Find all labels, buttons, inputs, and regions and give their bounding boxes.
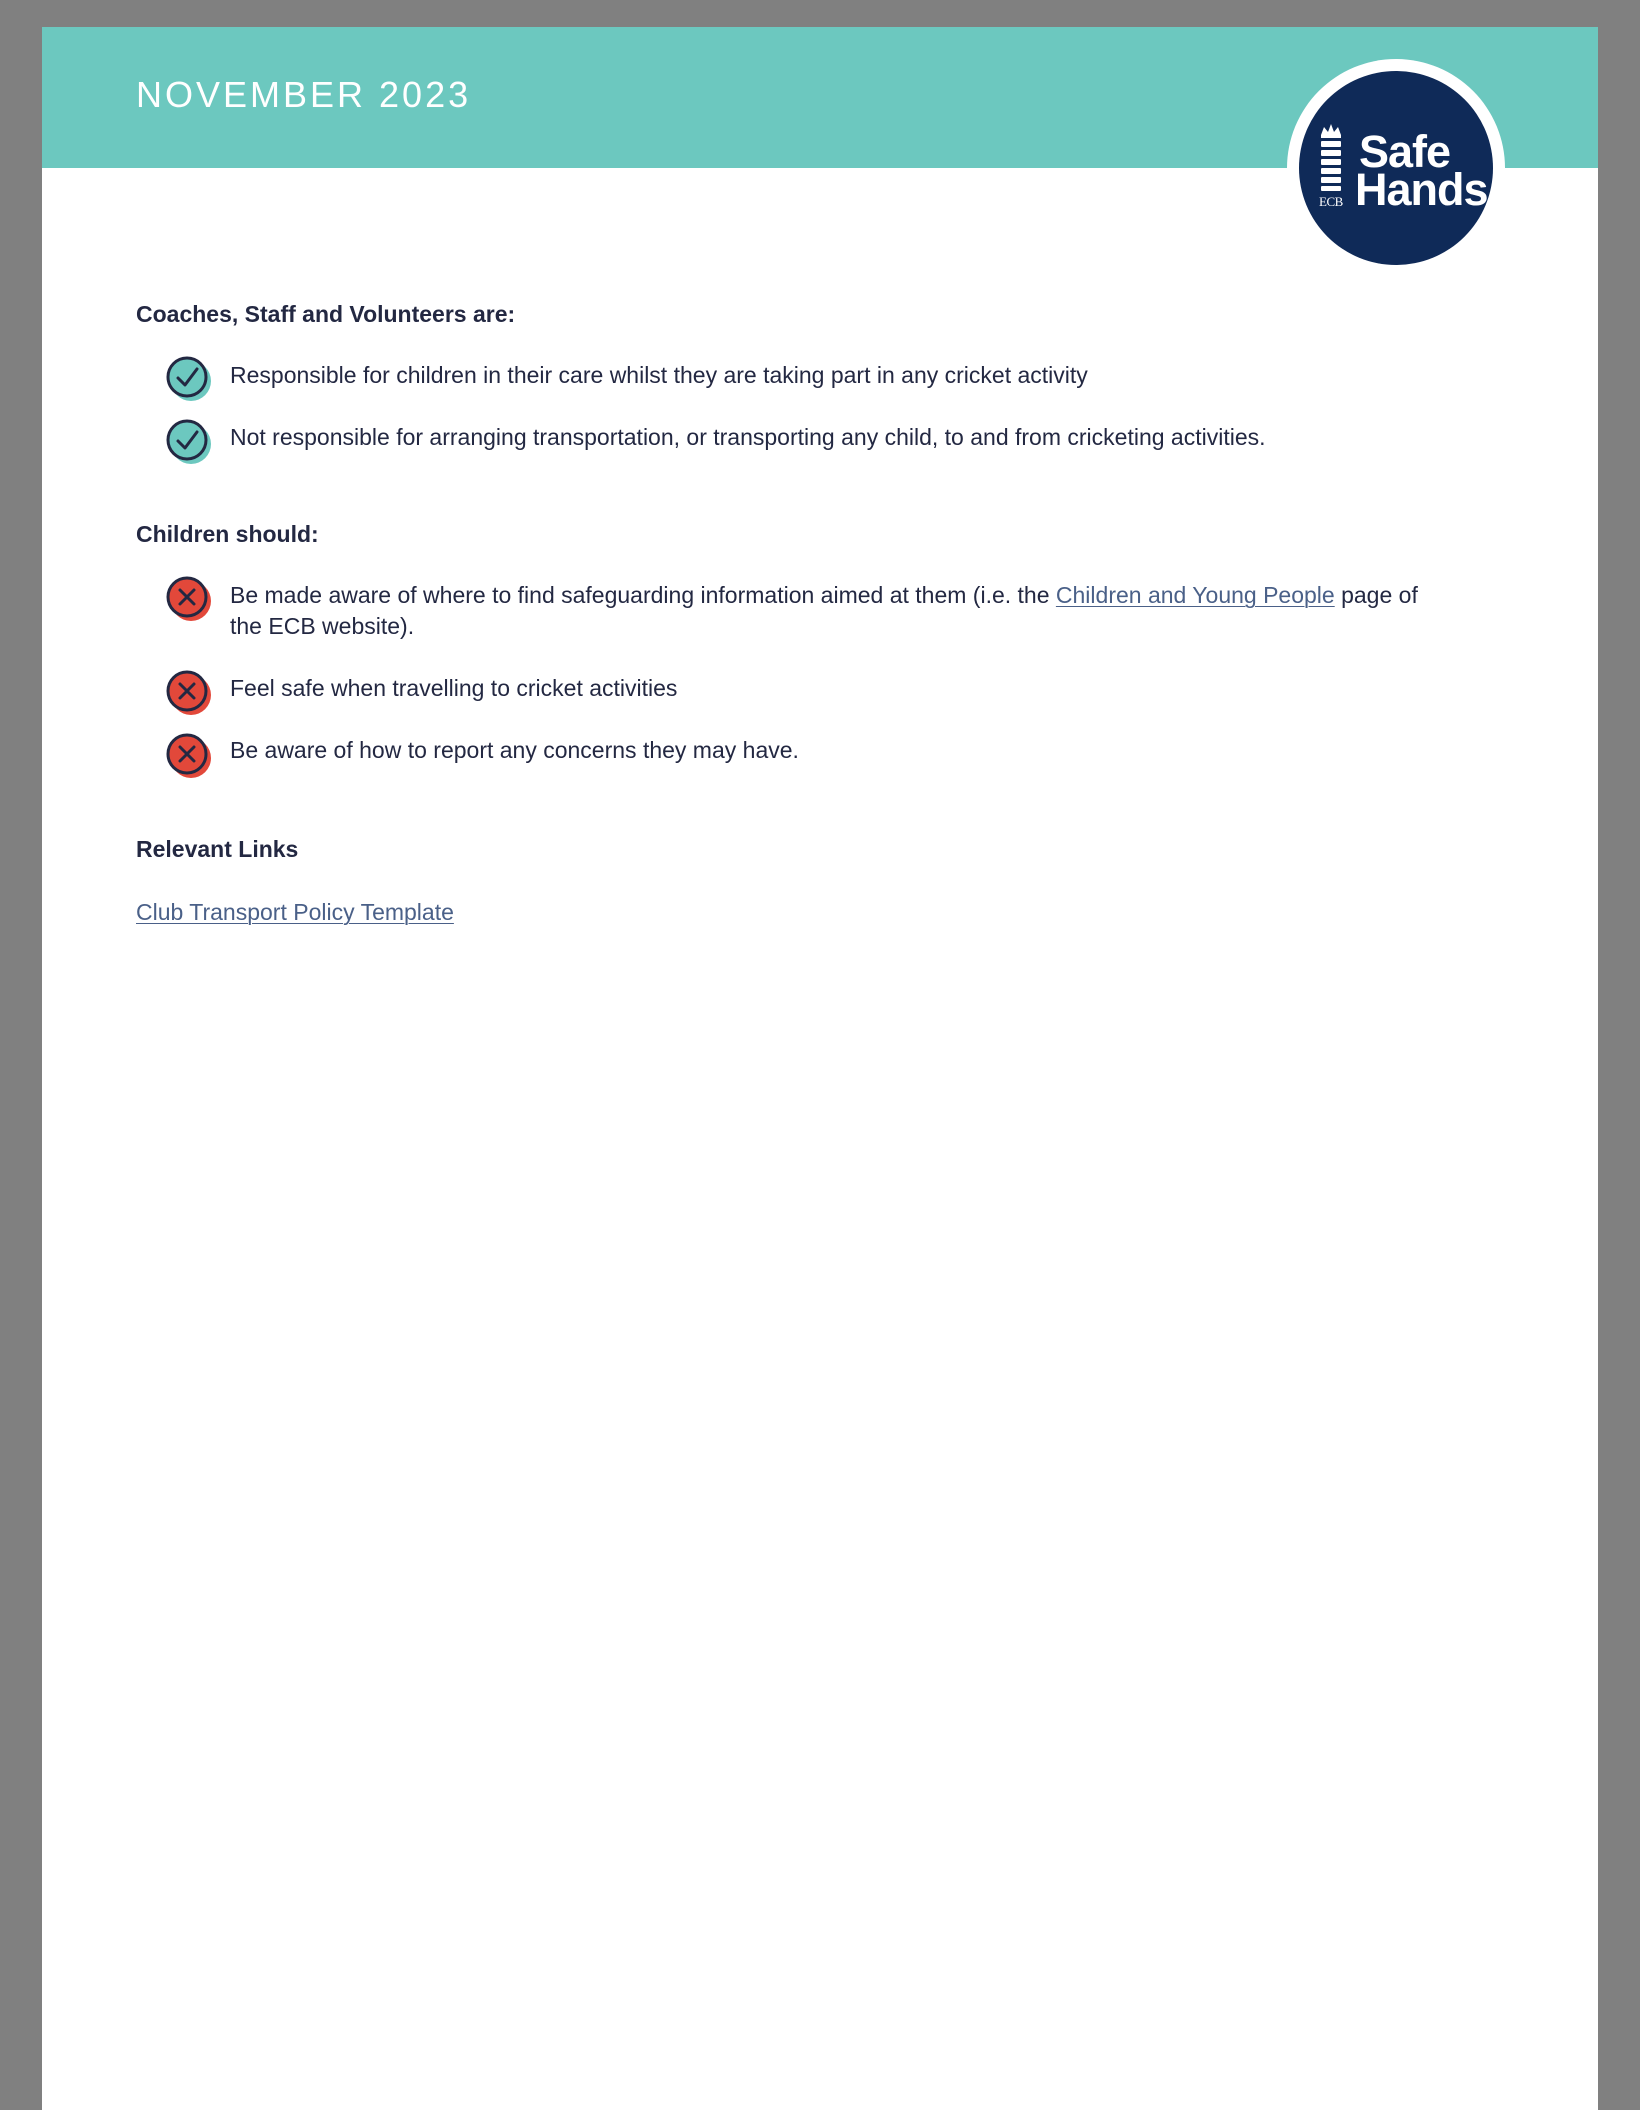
children-heading: Children should: [136,521,319,547]
safe-hands-logo [1287,59,1505,277]
header-date: NOVEMBER 2023 [136,74,472,115]
club-transport-policy-link[interactable]: Club Transport Policy Template [136,899,454,925]
list-item-text [230,580,1450,642]
document-page [42,27,1598,2110]
cross-icon [164,668,212,716]
list-item-text: Responsible for children in their care whilst they are taking part in any cricket activity [230,362,1088,388]
logo-word-safe: Safe [1359,126,1451,177]
check-icon [164,354,212,402]
list-item-text: Be aware of how to report any concerns they may have. [230,737,799,763]
relevant-links-heading: Relevant Links [136,836,299,862]
children-young-people-link[interactable]: Children and Young People [1055,582,1335,608]
cross-icon [164,574,212,622]
cross-icon [164,731,212,779]
coaches-heading: Coaches, Staff and Volunteers are: [136,301,516,327]
list-item-text: Feel safe when travelling to cricket activities [230,675,678,701]
logo-word-hands: Hands [1355,164,1488,215]
logo-disc [1299,71,1493,265]
check-icon [164,417,212,465]
list-item-text: Not responsible for arranging transportation, or transporting any child, to and from cricketing activities. [230,424,1266,450]
list-item-text-after: page of the ECB website). [230,582,1418,639]
list-item-text-before: Be made aware of where to find safeguarding information aimed at them (i.e. the [230,582,1056,608]
logo-org-text: ECB [1319,194,1343,209]
